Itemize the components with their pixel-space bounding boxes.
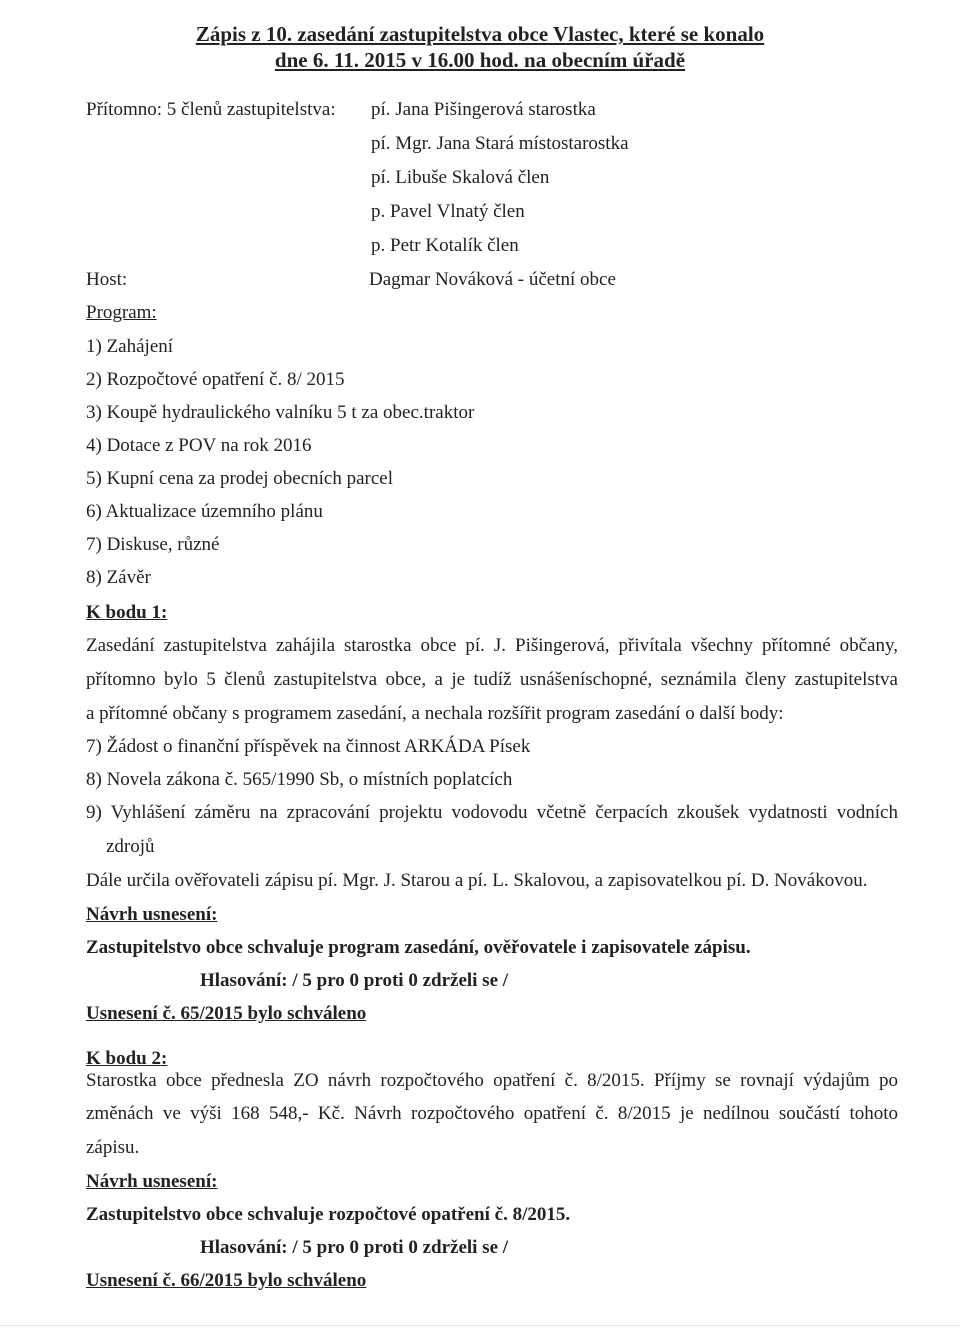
point2-paragraph-line: změnách ve výši 168 548,- Kč. Návrh rozpočtového opatření č. 8/2015 je nedílnou součástí tohoto — [86, 1103, 898, 1124]
program-label: Program: — [86, 302, 157, 323]
guest-label: Host: — [86, 269, 128, 290]
resolution-text: Usnesení č. 65/2015 bylo schváleno — [86, 1003, 367, 1024]
attendance-member: pí. Mgr. Jana Stará místostarostka — [371, 133, 629, 154]
added-program-item: 9) Vyhlášení záměru na zpracování projektu vodovodu včetně čerpacích zkoušek vydatnosti vodních — [86, 802, 898, 823]
point1-heading: K bodu 1: — [86, 602, 168, 623]
point2-paragraph-line: Starostka obce přednesla ZO návrh rozpočtového opatření č. 8/2015. Příjmy se rovnají výdajům po — [86, 1070, 898, 1091]
added-program-item: 8) Novela zákona č. 565/1990 Sb, o místních poplatcích — [86, 769, 513, 790]
page-edge-divider — [0, 1325, 960, 1326]
attendance-label: Přítomno: 5 členů zastupitelstva: — [86, 99, 336, 120]
verifiers-text: Dále určila ověřovateli zápisu pí. Mgr. J. Starou a pí. L. Skalovou, a zapisovatelkou pí. D. Novákovou. — [86, 870, 868, 891]
attendance-member: p. Petr Kotalík člen — [371, 235, 519, 256]
program-item: 3) Koupě hydraulického valníku 5 t za obec.traktor — [86, 402, 475, 423]
added-program-item-continuation: zdrojů — [106, 836, 155, 857]
program-item: 1) Zahájení — [86, 336, 174, 357]
program-item: 4) Dotace z POV na rok 2016 — [86, 435, 312, 456]
attendance-member: p. Pavel Vlnatý člen — [371, 201, 525, 222]
program-item: 8) Závěr — [86, 567, 151, 588]
program-item: 6) Aktualizace územního plánu — [86, 501, 323, 522]
guest-name: Dagmar Nováková - účetní obce — [369, 269, 616, 290]
program-item: 2) Rozpočtové opatření č. 8/ 2015 — [86, 369, 345, 390]
point1-paragraph-line: přítomno bylo 5 členů zastupitelstva obce, a je tudíž usnášeníschopné, seznámila členy zastupitelstva — [86, 669, 898, 690]
proposal-label: Návrh usnesení: — [86, 904, 218, 925]
attendance-member: pí. Jana Pišingerová starostka — [371, 99, 596, 120]
program-item: 5) Kupní cena za prodej obecních parcel — [86, 468, 394, 489]
resolution-text: Usnesení č. 66/2015 bylo schváleno — [86, 1270, 367, 1291]
attendance-member: pí. Libuše Skalová člen — [371, 167, 550, 188]
program-item: 7) Diskuse, různé — [86, 534, 220, 555]
document-title-line2: dne 6. 11. 2015 v 16.00 hod. na obecním úřadě — [274, 48, 686, 72]
proposal-text: Zastupitelstvo obce schvaluje program zasedání, ověřovatele i zapisovatele zápisu. — [86, 937, 751, 958]
point1-paragraph-line: Zasedání zastupitelstva zahájila starostka obce pí. J. Pišingerová, přivítala všechny přítomné občany, — [86, 635, 898, 656]
point2-paragraph-line: zápisu. — [86, 1137, 140, 1158]
vote-result: Hlasování: / 5 pro 0 proti 0 zdrželi se / — [200, 1237, 509, 1258]
added-program-item: 7) Žádost o finanční příspěvek na činnost ARKÁDA Písek — [86, 736, 531, 757]
document-title-line1: Zápis z 10. zasedání zastupitelstva obce Vlastec, které se konalo — [195, 22, 765, 46]
point2-heading: K bodu 2: — [86, 1048, 168, 1069]
vote-result: Hlasování: / 5 pro 0 proti 0 zdrželi se / — [200, 970, 509, 991]
proposal-label: Návrh usnesení: — [86, 1171, 218, 1192]
point1-paragraph-line: a přítomné občany s programem zasedání, a nechala rozšířit program zasedání o další body: — [86, 703, 784, 724]
proposal-text: Zastupitelstvo obce schvaluje rozpočtové opatření č. 8/2015. — [86, 1204, 571, 1225]
